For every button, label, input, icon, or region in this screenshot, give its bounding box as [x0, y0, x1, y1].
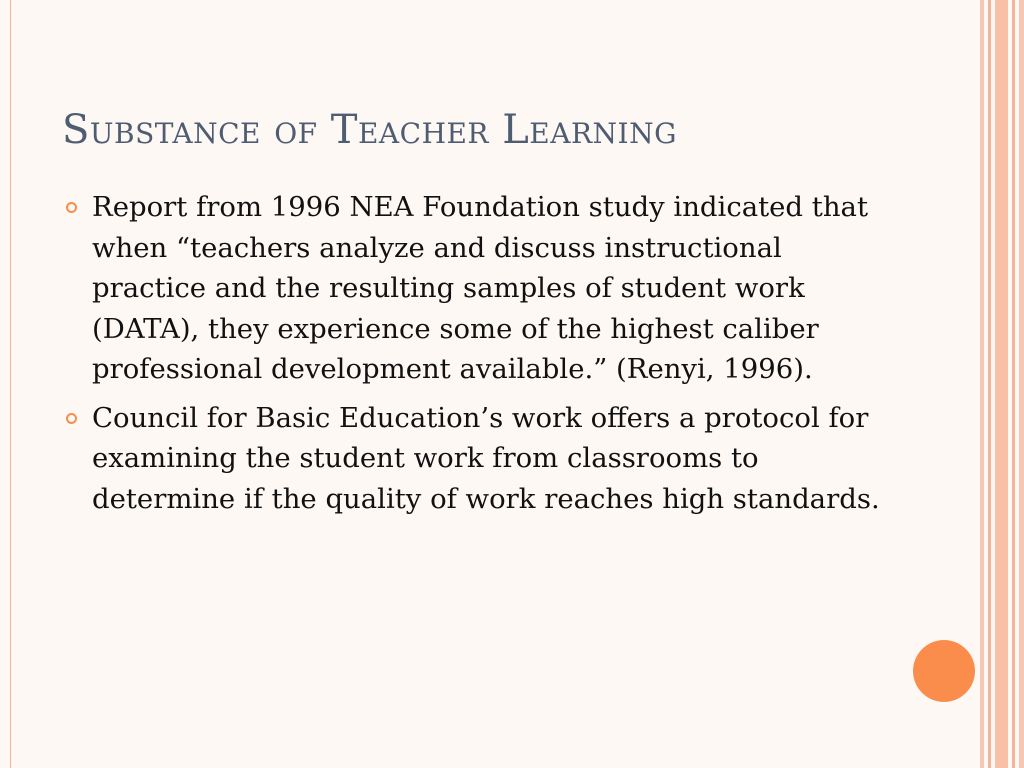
bullet-item — [60, 187, 890, 390]
orange-circle-decoration — [913, 640, 975, 702]
left-border-decoration — [0, 0, 11, 768]
bullet-list — [60, 187, 890, 527]
stripe — [995, 0, 1008, 768]
bullet-text: Council for Basic Education’s work offers a protocol for examining the student work from classrooms to determine if the quality of work reaches high standards. — [92, 401, 880, 515]
stripe — [1019, 0, 1024, 768]
ring-bullet-icon — [66, 202, 77, 213]
bullet-text: Report from 1996 NEA Foundation study indicated that when “teachers analyze and discuss instructional practice and the resulting samples of student work (DATA), they experience some of the highest caliber professional development available.” (Renyi, 1996). — [92, 191, 868, 385]
stripe — [988, 0, 991, 768]
right-stripes-decoration — [980, 0, 1024, 768]
bullet-item — [60, 398, 890, 520]
slide-title: Substance of Teacher Learning — [62, 107, 677, 153]
ring-bullet-icon — [66, 413, 77, 424]
stripe — [980, 0, 984, 768]
stripe — [1012, 0, 1015, 768]
